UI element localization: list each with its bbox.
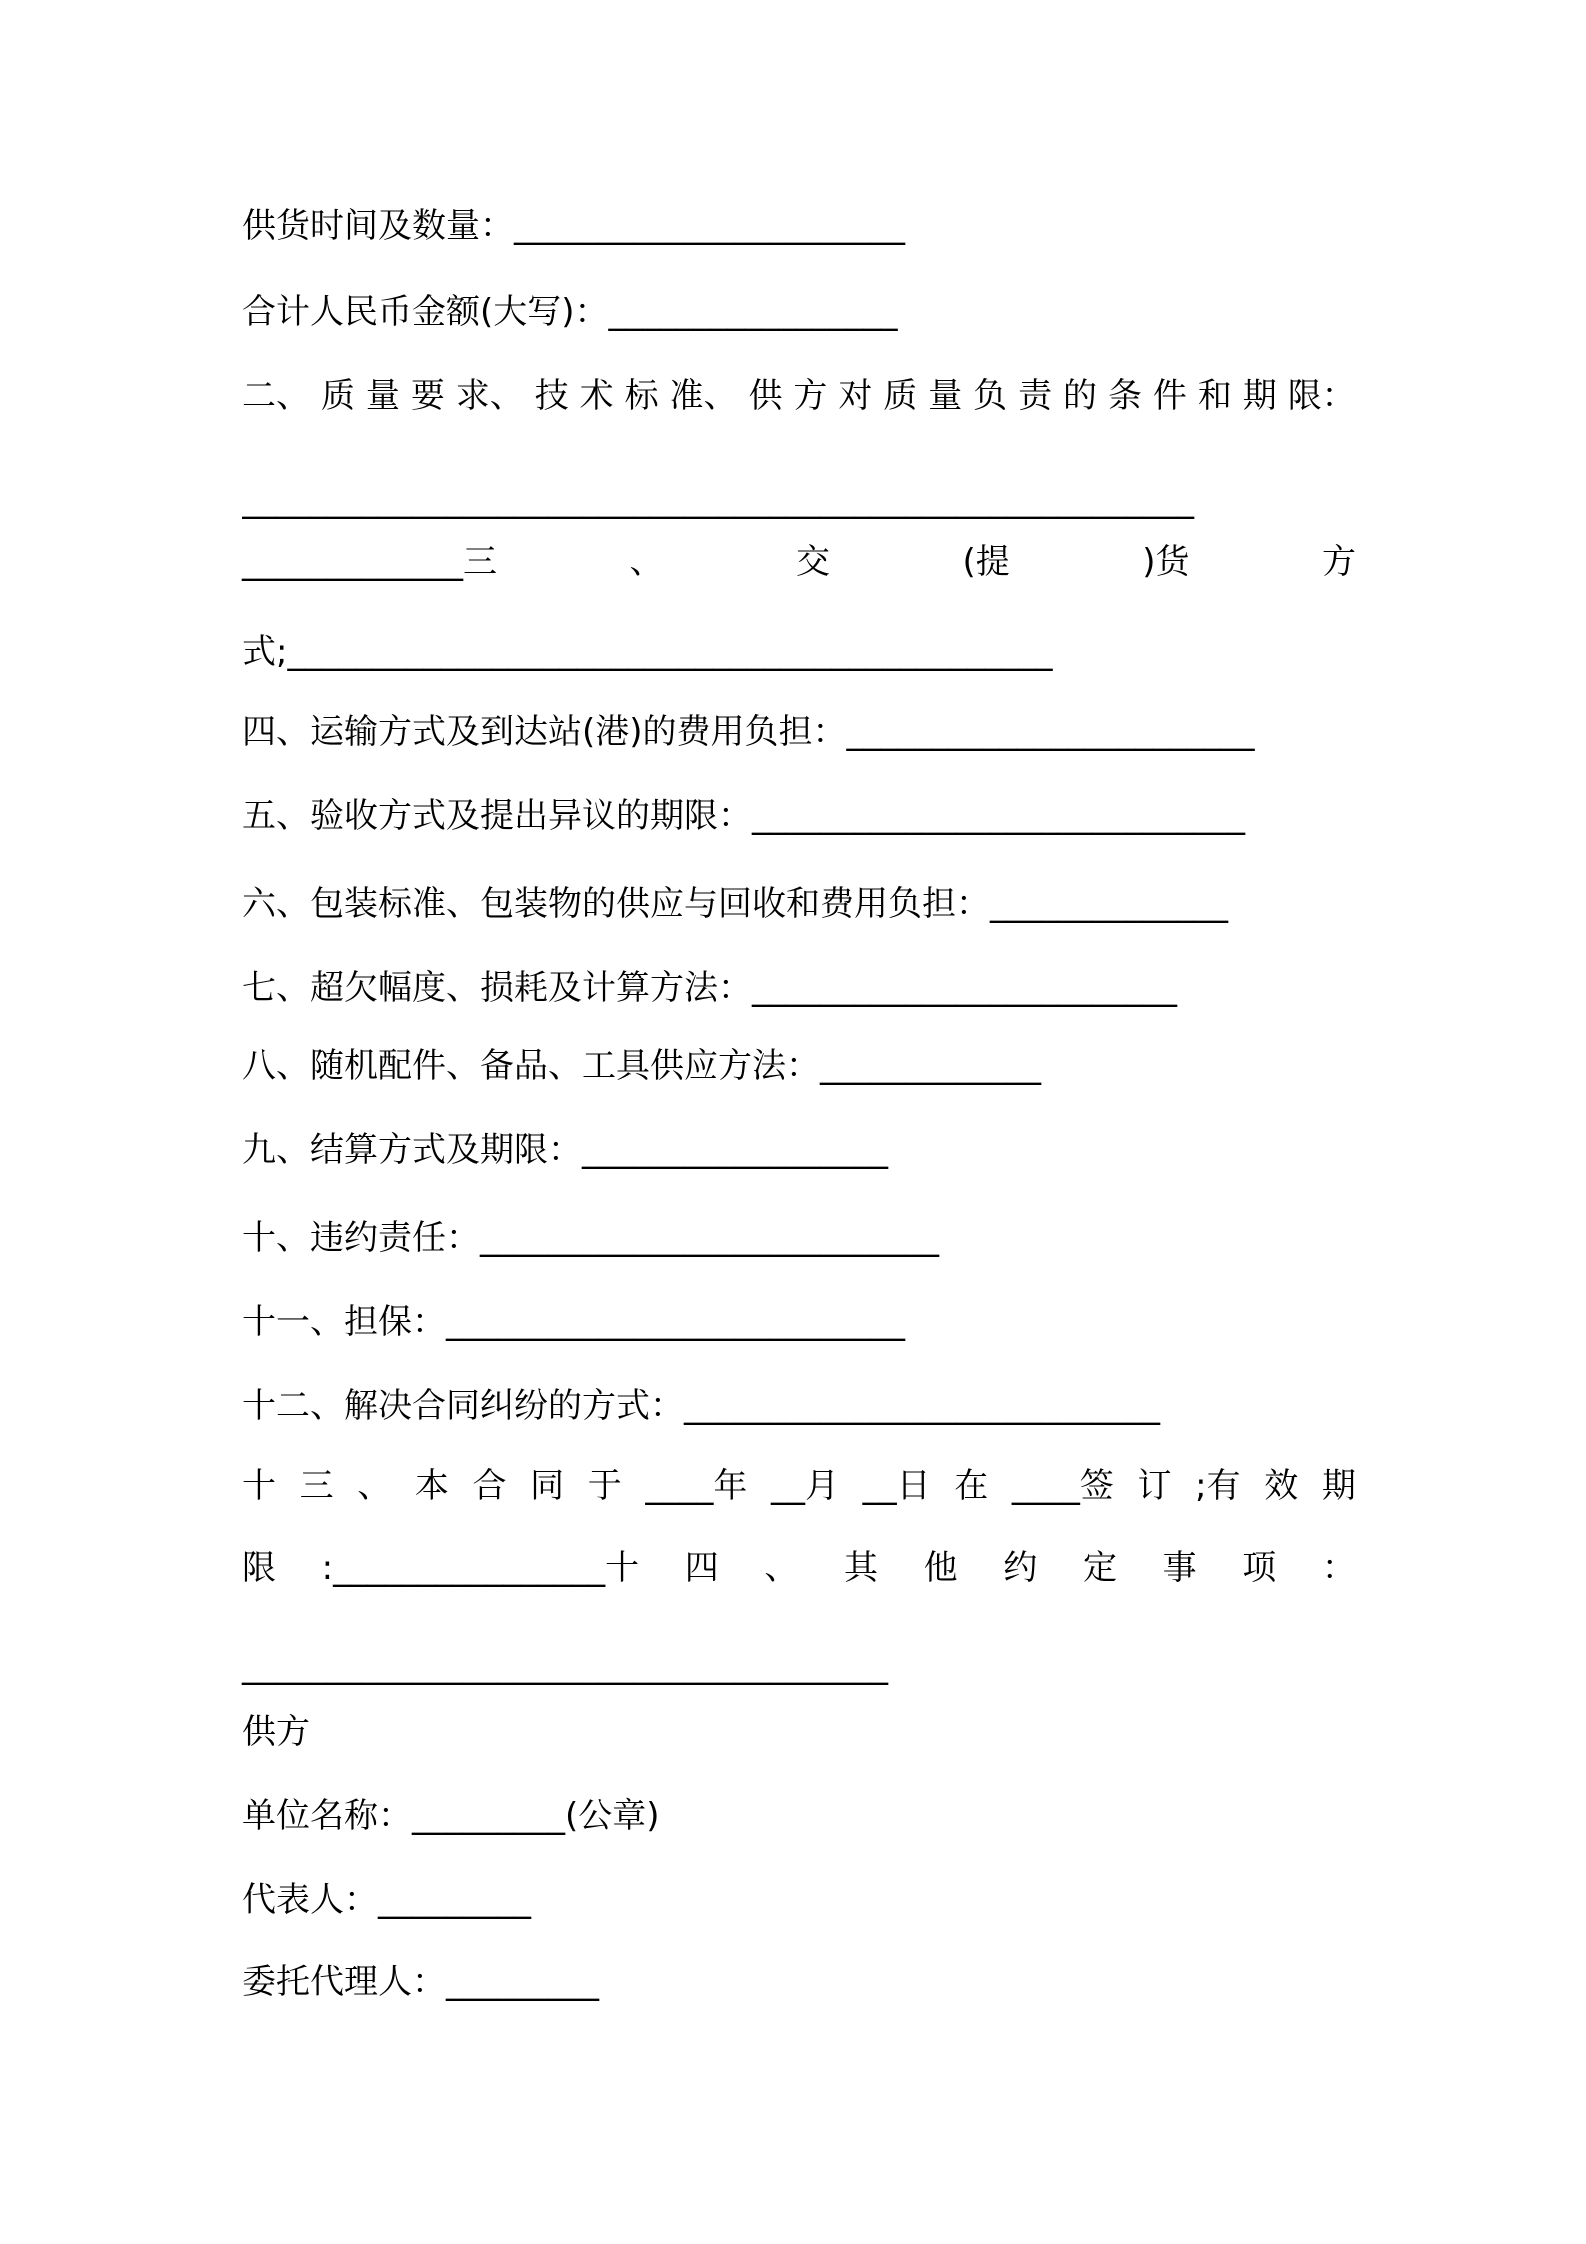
blank-line-quality: ________________________________________________________ <box>242 480 1194 520</box>
word: 对 <box>838 376 873 416</box>
word: 合 <box>472 1466 507 1506</box>
clause-4-transport-costs: 四、运输方式及到达站(港)的费用负担：________________________ <box>242 712 1255 752</box>
word: ： <box>1321 1548 1356 1588</box>
blank-line-other-matters: ______________________________________ <box>242 1646 888 1686</box>
word: 订 <box>1137 1466 1172 1506</box>
clause-3-delivery-method <box>242 542 1356 582</box>
word: 条 <box>1107 376 1142 416</box>
word: 交 <box>795 542 830 582</box>
clause-9-settlement: 九、结算方式及期限：__________________ <box>242 1130 888 1170</box>
word: 限 <box>242 1548 276 1588</box>
word: 术 <box>579 376 614 416</box>
word: 事 <box>1162 1548 1197 1588</box>
clause-supply-time-quantity: 供货时间及数量：_______________________ <box>242 206 905 246</box>
clause-3-delivery-method-cont: 式;_____________________________________________ <box>242 632 1053 672</box>
clause-5-acceptance: 五、验收方式及提出异议的期限：_____________________________ <box>242 796 1245 836</box>
word: 于 <box>587 1466 622 1506</box>
word: 期 <box>1321 1466 1356 1506</box>
word: 负 <box>973 376 1008 416</box>
supplier-heading: 供方 <box>242 1712 310 1752</box>
clause-6-packaging: 六、包装标准、包装物的供应与回收和费用负担：______________ <box>242 884 1228 924</box>
word: ;有 <box>1195 1466 1241 1506</box>
word: 二、 <box>242 376 310 416</box>
word: 供 <box>748 376 783 416</box>
word: __日 <box>862 1466 931 1506</box>
word: 期 <box>1242 376 1277 416</box>
word: 的 <box>1063 376 1097 416</box>
word: 十 <box>242 1466 276 1506</box>
supplier-representative: 代表人：_________ <box>242 1880 531 1920</box>
word: 方 <box>793 376 828 416</box>
word: _____________三 <box>242 542 497 582</box>
word: 、 <box>357 1466 392 1506</box>
clause-total-amount: 合计人民币金额(大写)：_________________ <box>242 292 898 332</box>
clause-13-14-validity-other <box>242 1548 1356 1588</box>
word: 量 <box>365 376 400 416</box>
word: 约 <box>1003 1548 1038 1588</box>
word: 同 <box>530 1466 565 1506</box>
clause-12-disputes: 十二、解决合同纠纷的方式：____________________________ <box>242 1386 1160 1426</box>
word: 求、 <box>455 376 524 416</box>
word: 要 <box>410 376 445 416</box>
word: 质 <box>883 376 918 416</box>
word: 、 <box>629 542 664 582</box>
supplier-agent: 委托代理人：_________ <box>242 1962 599 2002</box>
word: 四 <box>684 1548 719 1588</box>
word: 和 <box>1197 376 1232 416</box>
word: 三 <box>299 1466 334 1506</box>
word: 效 <box>1264 1466 1299 1506</box>
word: 、 <box>764 1548 799 1588</box>
supplier-unit-name: 单位名称：_________(公章) <box>242 1796 660 1836</box>
word: __月 <box>771 1466 839 1506</box>
word: (提 <box>962 542 1010 582</box>
word: 技 <box>534 376 569 416</box>
word: ____年 <box>645 1466 748 1506</box>
word: 项 <box>1242 1548 1277 1588</box>
word: 限： <box>1287 376 1356 416</box>
clause-8-accessories: 八、随机配件、备品、工具供应方法：_____________ <box>242 1046 1041 1086</box>
word: 在 <box>954 1466 989 1506</box>
word: ____签 <box>1011 1466 1114 1506</box>
word: 方 <box>1321 542 1356 582</box>
word: 其 <box>844 1548 879 1588</box>
word: 责 <box>1018 376 1053 416</box>
word: :________________十 <box>321 1548 640 1588</box>
word: 准、 <box>669 376 738 416</box>
word: )货 <box>1142 542 1190 582</box>
clause-10-liability: 十、违约责任：___________________________ <box>242 1218 939 1258</box>
word: 量 <box>928 376 963 416</box>
word: 质 <box>320 376 355 416</box>
word: 本 <box>414 1466 449 1506</box>
clause-13-signing <box>242 1466 1356 1506</box>
word: 他 <box>923 1548 958 1588</box>
word: 定 <box>1082 1548 1117 1588</box>
clause-2-quality-requirements <box>242 376 1356 416</box>
word: 标 <box>624 376 659 416</box>
word: 件 <box>1152 376 1187 416</box>
clause-11-guarantee: 十一、担保：___________________________ <box>242 1302 905 1342</box>
clause-7-loss-calculation: 七、超欠幅度、损耗及计算方法：_________________________ <box>242 968 1177 1008</box>
